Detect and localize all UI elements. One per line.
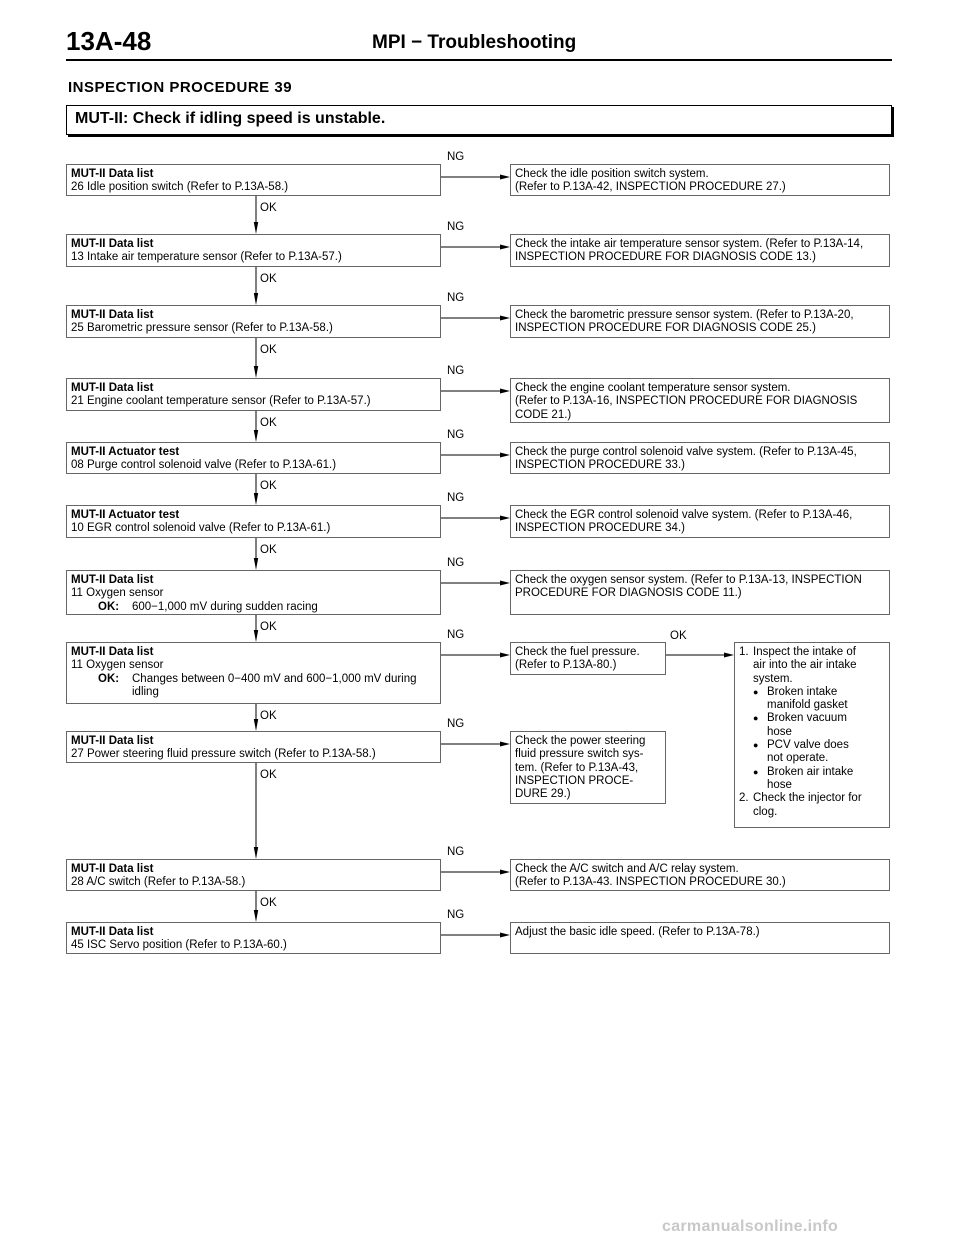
right-arrowhead xyxy=(500,453,510,458)
check-heading: MUT-II Data list xyxy=(71,735,154,747)
check-heading: MUT-II Data list xyxy=(71,382,154,394)
ok-criteria-text: Changes between 0−400 mV and 600−1,000 mV during xyxy=(132,672,417,685)
ng-action-line: Adjust the basic idle speed. (Refer to P.13A-78.) xyxy=(515,926,760,938)
ng-action-line: INSPECTION PROCEDURE FOR DIAGNOSIS CODE 13.) xyxy=(515,251,816,264)
ng-action-box xyxy=(510,378,890,423)
ng-action-box xyxy=(510,442,890,474)
ng-action-box xyxy=(510,922,890,954)
check-heading: MUT-II Data list xyxy=(71,863,154,875)
ng-action-box xyxy=(510,570,890,615)
check-box xyxy=(66,642,441,704)
ng-action-line: Check the idle position switch system. xyxy=(515,168,709,180)
ng-action-box xyxy=(510,234,890,267)
check-line: 27 Power steering fluid pressure switch (Refer to P.13A-58.) xyxy=(71,748,376,761)
check-box xyxy=(66,234,441,267)
item-line: clog. xyxy=(753,805,778,818)
ng-action-line: Check the power steering xyxy=(515,735,646,747)
bullet-line: not operate. xyxy=(767,752,829,765)
ok-label: OK xyxy=(260,417,277,429)
right-arrowhead xyxy=(500,389,510,394)
ng-action-line: INSPECTION PROCEDURE 33.) xyxy=(515,459,685,472)
ng-action-box xyxy=(510,642,666,675)
ng-label: NG xyxy=(447,492,465,504)
item-number: 2. xyxy=(739,792,749,805)
right-arrowhead xyxy=(500,175,510,180)
ng-action-line: INSPECTION PROCEDURE FOR DIAGNOSIS CODE 25.) xyxy=(515,322,816,335)
ng-action-line: (Refer to P.13A-80.) xyxy=(515,659,617,672)
right-arrowhead xyxy=(500,933,510,938)
ng-action-box xyxy=(510,505,890,538)
bullet-line: Broken intake xyxy=(767,685,838,698)
ng-action-line: Check the intake air temperature sensor system. (Refer to P.13A-14, xyxy=(515,238,864,250)
ng-label: NG xyxy=(447,429,465,441)
page-title: MPI − Troubleshooting xyxy=(372,32,577,53)
check-box xyxy=(66,922,441,954)
bullet-line: PCV valve does xyxy=(767,739,849,752)
item-line: Inspect the intake of xyxy=(753,646,856,658)
down-arrowhead xyxy=(254,430,258,442)
bullet-item xyxy=(739,712,885,739)
ok-label: OK xyxy=(260,273,277,285)
check-heading: MUT-II Data list xyxy=(71,309,154,321)
ng-action-line: fluid pressure switch sys- xyxy=(515,748,644,761)
down-arrowhead xyxy=(254,719,258,731)
ok-criteria xyxy=(71,673,436,686)
bullet-text xyxy=(767,712,847,739)
ng-label: NG xyxy=(447,846,465,858)
check-line: 08 Purge control solenoid valve (Refer to P.13A-61.) xyxy=(71,459,337,472)
ng-action-box xyxy=(510,731,666,804)
check-box xyxy=(66,570,441,615)
ok-criteria xyxy=(71,686,436,699)
fuel-ok-action-box xyxy=(734,642,890,828)
right-arrowhead xyxy=(500,245,510,250)
ng-label: NG xyxy=(447,909,465,921)
ok-label: OK xyxy=(260,480,277,492)
ok-label: OK xyxy=(260,621,277,633)
ng-action-line: CODE 21.) xyxy=(515,408,572,421)
item-text xyxy=(753,792,862,819)
check-line: 13 Intake air temperature sensor (Refer to P.13A-57.) xyxy=(71,251,342,264)
bullet-line: Broken vacuum xyxy=(767,712,847,725)
check-line: 28 A/C switch (Refer to P.13A-58.) xyxy=(71,876,246,889)
ng-label: NG xyxy=(447,365,465,377)
check-heading: MUT-II Data list xyxy=(71,238,154,250)
ok-criteria-label: OK: xyxy=(98,600,120,613)
down-arrowhead xyxy=(254,630,258,642)
bullet-item xyxy=(739,686,885,713)
check-line: 45 ISC Servo position (Refer to P.13A-60.) xyxy=(71,939,287,952)
bullet-line: manifold gasket xyxy=(767,699,848,712)
ng-action-line: Check the engine coolant temperature sensor system. xyxy=(515,382,791,394)
check-box xyxy=(66,731,441,763)
procedure-title: INSPECTION PROCEDURE 39 xyxy=(68,79,293,96)
bullet-glyph: ● xyxy=(753,686,759,697)
check-box xyxy=(66,378,441,411)
check-line: 11 Oxygen sensor xyxy=(71,587,164,600)
check-line: 10 EGR control solenoid valve (Refer to P.13A-61.) xyxy=(71,522,331,535)
symptom-prefix: MUT-II xyxy=(75,110,123,127)
item-line: system. xyxy=(753,672,793,685)
ok-label: OK xyxy=(260,544,277,556)
item-text xyxy=(753,646,857,686)
bullet-text xyxy=(767,766,853,793)
ok-label: OK xyxy=(260,710,277,722)
ng-action-line: INSPECTION PROCE- xyxy=(515,774,634,787)
right-arrowhead xyxy=(500,653,510,658)
ok-label: OK xyxy=(260,769,277,781)
ok-label: OK xyxy=(260,202,277,214)
ng-label: NG xyxy=(447,629,465,641)
ng-action-box xyxy=(510,164,890,196)
check-line: 25 Barometric pressure sensor (Refer to P.13A-58.) xyxy=(71,322,333,335)
ng-action-line: INSPECTION PROCEDURE 34.) xyxy=(515,522,685,535)
check-heading: MUT-II Actuator test xyxy=(71,509,180,521)
check-heading: MUT-II Data list xyxy=(71,168,154,180)
ng-action-line: DURE 29.) xyxy=(515,788,571,801)
check-line: 11 Oxygen sensor xyxy=(71,659,164,672)
item-2 xyxy=(739,792,885,819)
ng-action-box xyxy=(510,305,890,338)
ng-action-line: Check the EGR control solenoid valve system. (Refer to P.13A-46, xyxy=(515,509,853,521)
check-line: 21 Engine coolant temperature sensor (Refer to P.13A-57.) xyxy=(71,395,371,408)
ok-criteria-text: 600−1,000 mV during sudden racing xyxy=(132,600,318,613)
ng-label: NG xyxy=(447,718,465,730)
ng-label: NG xyxy=(447,557,465,569)
check-box xyxy=(66,505,441,538)
bullet-text xyxy=(767,739,849,766)
bullet-glyph: ● xyxy=(753,766,759,777)
ng-action-line: Check the A/C switch and A/C relay system. xyxy=(515,863,739,875)
ng-label: NG xyxy=(447,221,465,233)
bullet-item xyxy=(739,766,885,793)
symptom-desc: : Check if idling speed is unstable. xyxy=(123,110,386,127)
item-line: Check the injector for xyxy=(753,792,862,805)
check-line: 26 Idle position switch (Refer to P.13A-58.) xyxy=(71,181,289,194)
ng-action-line: (Refer to P.13A-42, INSPECTION PROCEDURE 27.) xyxy=(515,181,786,194)
bullet-glyph: ● xyxy=(753,713,759,724)
bullet-line: hose xyxy=(767,778,792,791)
ok-label: OK xyxy=(670,630,687,642)
check-heading: MUT-II Data list xyxy=(71,646,154,658)
check-box xyxy=(66,305,441,338)
bullet-glyph: ● xyxy=(753,740,759,751)
ng-action-line: tem. (Refer to P.13A-43, xyxy=(515,761,639,774)
check-heading: MUT-II Data list xyxy=(71,926,154,938)
check-heading: MUT-II Data list xyxy=(71,574,154,586)
check-heading: MUT-II Actuator test xyxy=(71,446,180,458)
bullet-line: Broken air intake xyxy=(767,765,854,778)
bullet-line: hose xyxy=(767,725,792,738)
right-arrowhead xyxy=(500,742,510,747)
check-box xyxy=(66,859,441,891)
ng-label: NG xyxy=(447,292,465,304)
ok-label: OK xyxy=(260,897,277,909)
ng-label: NG xyxy=(447,151,465,163)
right-arrowhead xyxy=(500,316,510,321)
ok-criteria-label: OK: xyxy=(98,672,120,685)
bullet-item xyxy=(739,739,885,766)
ng-action-line: Check the purge control solenoid valve system. (Refer to P.13A-45, xyxy=(515,446,857,458)
right-arrowhead xyxy=(500,581,510,586)
check-box xyxy=(66,442,441,474)
ok-label: OK xyxy=(260,344,277,356)
down-arrowhead xyxy=(254,366,258,378)
right-arrowhead xyxy=(500,870,510,875)
down-arrowhead xyxy=(254,293,258,305)
item-number: 1. xyxy=(739,646,749,658)
ng-action-line: Check the oxygen sensor system. (Refer to P.13A-13, INSPECTION xyxy=(515,574,862,586)
ng-action-line: Check the barometric pressure sensor system. (Refer to P.13A-20, xyxy=(515,309,854,321)
ok-criteria-text: idling xyxy=(132,685,159,698)
ng-action-line: (Refer to P.13A-16, INSPECTION PROCEDURE FOR DIAGNOSIS xyxy=(515,395,858,408)
page-number: 13A-48 xyxy=(66,26,152,56)
down-arrowhead xyxy=(254,910,258,922)
check-box xyxy=(66,164,441,196)
down-arrowhead xyxy=(254,847,258,859)
item-line: air into the air intake xyxy=(753,659,857,672)
ng-action-line: (Refer to P.13A-43. INSPECTION PROCEDURE 30.) xyxy=(515,876,786,889)
down-arrowhead xyxy=(254,222,258,234)
down-arrowhead xyxy=(254,558,258,570)
ng-action-line: Check the fuel pressure. xyxy=(515,646,640,658)
bullet-text xyxy=(767,686,848,713)
right-arrowhead xyxy=(500,516,510,521)
ng-action-box xyxy=(510,859,890,891)
watermark: carmanualsonline.info xyxy=(662,1218,839,1235)
ok-criteria xyxy=(71,601,436,614)
down-arrowhead xyxy=(254,493,258,505)
ng-action-line: PROCEDURE FOR DIAGNOSIS CODE 11.) xyxy=(515,587,742,600)
right-arrowhead xyxy=(724,653,734,658)
item-1 xyxy=(739,646,885,686)
